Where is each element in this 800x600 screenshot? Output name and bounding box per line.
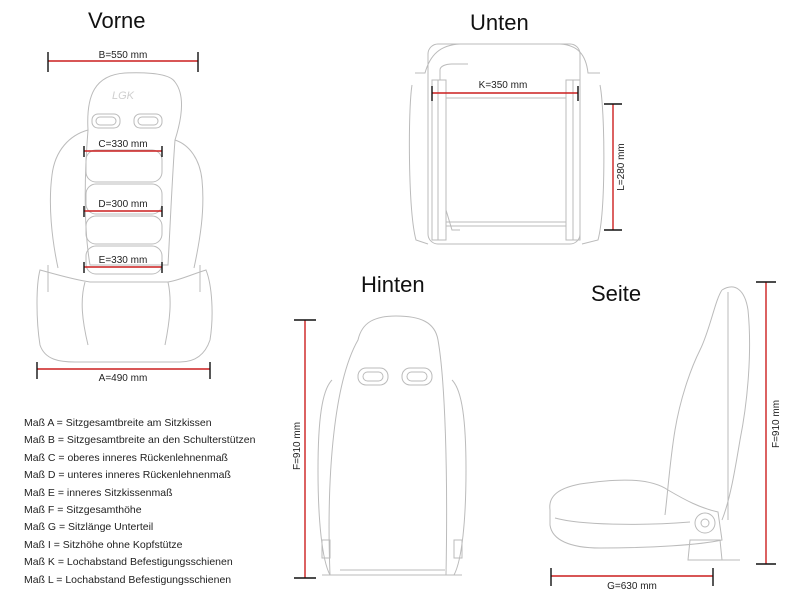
bottom-view-seat xyxy=(409,44,604,244)
dim-c-label: C=330 mm xyxy=(98,139,148,150)
legend-item-f: Maß F = Sitzgesamthöhe xyxy=(24,503,142,516)
dim-f-side-label: F=910 mm xyxy=(771,399,782,449)
dim-l-label: L=280 mm xyxy=(616,143,627,191)
view-title-front: Vorne xyxy=(88,8,146,33)
front-view-seat xyxy=(37,73,212,362)
legend-item-c: Maß C = oberes inneres Rückenlehnenmaß xyxy=(24,451,228,464)
dim-k-label: K=350 mm xyxy=(478,80,528,91)
legend-item-d: Maß D = unteres inneres Rückenlehnenmaß xyxy=(24,469,231,482)
legend-item-b: Maß B = Sitzgesamtbreite an den Schulterstützen xyxy=(24,434,256,447)
dim-d-label: D=300 mm xyxy=(98,199,148,210)
dim-a-label: A=490 mm xyxy=(98,373,148,384)
legend-item-l: Maß L = Lochabstand Befestigungsschienen xyxy=(24,573,232,586)
legend-item-i: Maß I = Sitzhöhe ohne Kopfstütze xyxy=(24,538,183,551)
legend-item-g: Maß G = Sitzlänge Unterteil xyxy=(24,521,154,534)
legend-item-k: Maß K = Lochabstand Befestigungsschienen xyxy=(24,556,233,569)
dim-b-label: B=550 mm xyxy=(98,50,148,61)
dim-f-back-label: F=910 mm xyxy=(292,421,303,471)
side-view-seat xyxy=(550,287,750,560)
view-title-back: Hinten xyxy=(361,272,425,297)
back-view-seat xyxy=(318,316,466,575)
view-title-side: Seite xyxy=(591,281,642,306)
legend-item-e: Maß E = inneres Sitzkissenmaß xyxy=(24,486,173,499)
dim-g-label: G=630 mm xyxy=(607,581,657,592)
legend-item-a: Maß A = Sitzgesamtbreite am Sitzkissen xyxy=(24,417,212,429)
front-logo: LGK xyxy=(112,90,135,102)
dim-e-label: E=330 mm xyxy=(98,255,148,266)
dimension-legend xyxy=(24,415,255,589)
view-title-bottom: Unten xyxy=(470,10,529,35)
